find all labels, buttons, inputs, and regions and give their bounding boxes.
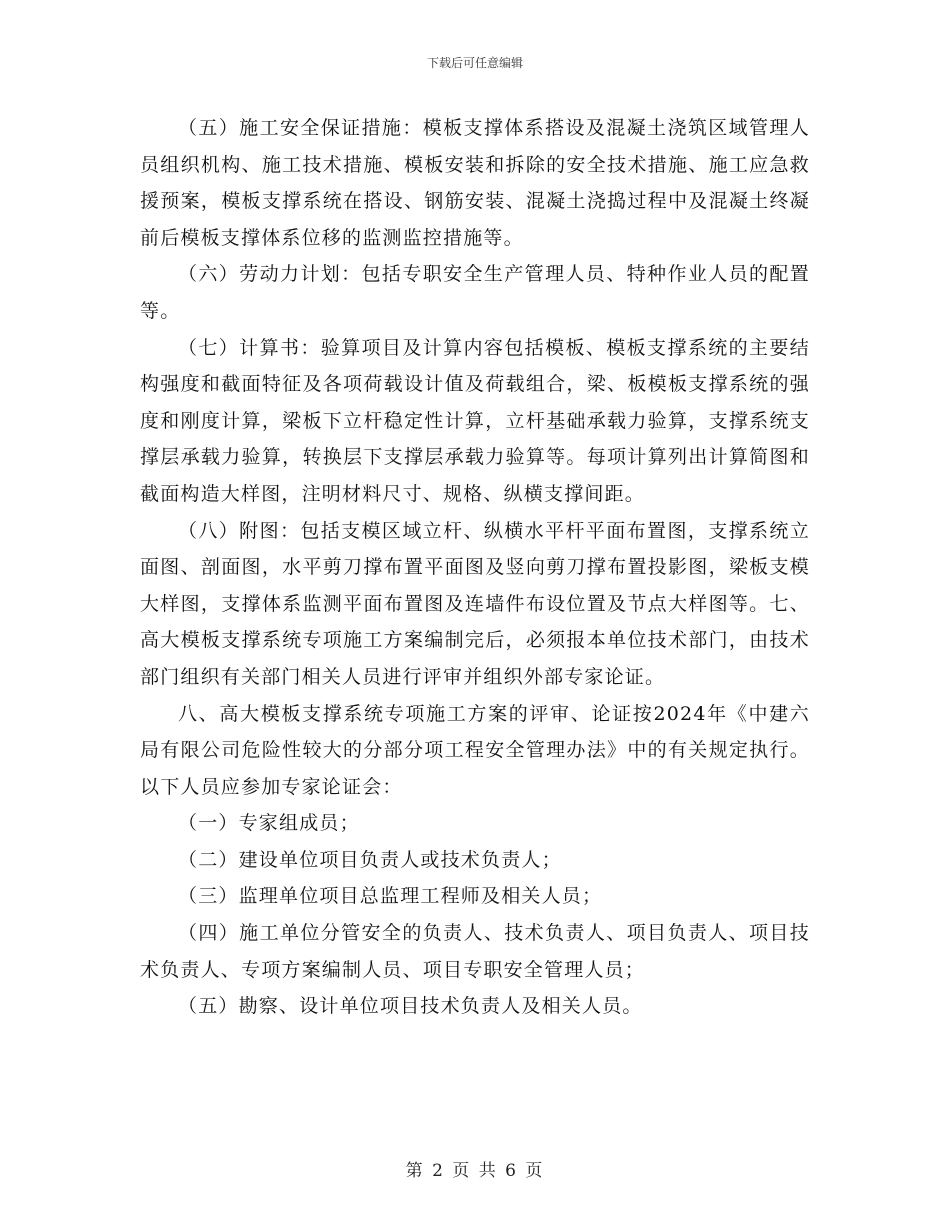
list-item-experts: （一）专家组成员； bbox=[178, 812, 360, 835]
paragraph-section-7-calculation: （七）计算书：验算项目及计算内容包括模板、模板支撑系统的主要结构强度和截面特征及各项荷载设计值及荷载组合，梁、板模板支撑系统的强度和刚度计算，梁板下立杆稳定性计算，立杆基础承载力验算，支撑系统支撑层承载力验算，转换层下支撑层承载力验算等。每项计算列出计算简图和截面构造大样图，注明材料尺寸、规格、纵横支撑间距。 bbox=[140, 336, 810, 505]
footer-suffix: 页 bbox=[525, 1161, 545, 1181]
document-body bbox=[140, 110, 810, 1025]
paragraph-section-6-labor: （六）劳动力计划：包括专职安全生产管理人员、特种作业人员的配置等。 bbox=[140, 263, 810, 322]
footer-total-pages: 6 bbox=[505, 1161, 518, 1181]
paragraph-article-8-review: 八、高大模板支撑系统专项施工方案的评审、论证按2024年《中建六局有限公司危险性较大的分部分项工程安全管理办法》中的有关规定执行。以下人员应参加专家论证会： bbox=[140, 702, 810, 798]
list-item-supervision-unit: （三）监理单位项目总监理工程师及相关人员； bbox=[178, 885, 603, 908]
paragraph-section-8-drawings: （八）附图：包括支模区域立杆、纵横水平杆平面布置图，支撑系统立面图、剖面图，水平剪刀撑布置平面图及竖向剪刀撑布置投影图，梁板支模大样图，支撑体系监测平面布置图及连墙件布设位置及节点大样图等。七、高大模板支撑系统专项施工方案编制完后，必须报本单位技术部门，由技术部门组织有关部门相关人员进行评审并组织外部专家论证。 bbox=[140, 519, 810, 688]
footer-middle: 页 共 bbox=[452, 1161, 498, 1181]
list-item-construction-company: （四）施工单位分管安全的负责人、技术负责人、项目负责人、项目技术负责人、专项方案编制人员、项目专职安全管理人员； bbox=[140, 922, 810, 981]
page-footer bbox=[0, 1156, 950, 1181]
paragraph-section-5-safety: （五）施工安全保证措施：模板支撑体系搭设及混凝土浇筑区域管理人员组织机构、施工技术措施、模板安装和拆除的安全技术措施、施工应急救援预案，模板支撑系统在搭设、钢筋安装、混凝土浇捣过程中及混凝土终凝前后模板支撑体系位移的监测监控措施等。 bbox=[140, 117, 810, 249]
footer-prefix: 第 bbox=[405, 1161, 425, 1181]
list-item-construction-unit: （二）建设单位项目负责人或技术负责人； bbox=[178, 848, 562, 871]
footer-current-page: 2 bbox=[432, 1161, 445, 1181]
list-item-survey-design: （五）勘察、设计单位项目技术负责人及相关人员。 bbox=[178, 995, 643, 1018]
header-note: 下载后可任意编辑 bbox=[426, 56, 523, 70]
